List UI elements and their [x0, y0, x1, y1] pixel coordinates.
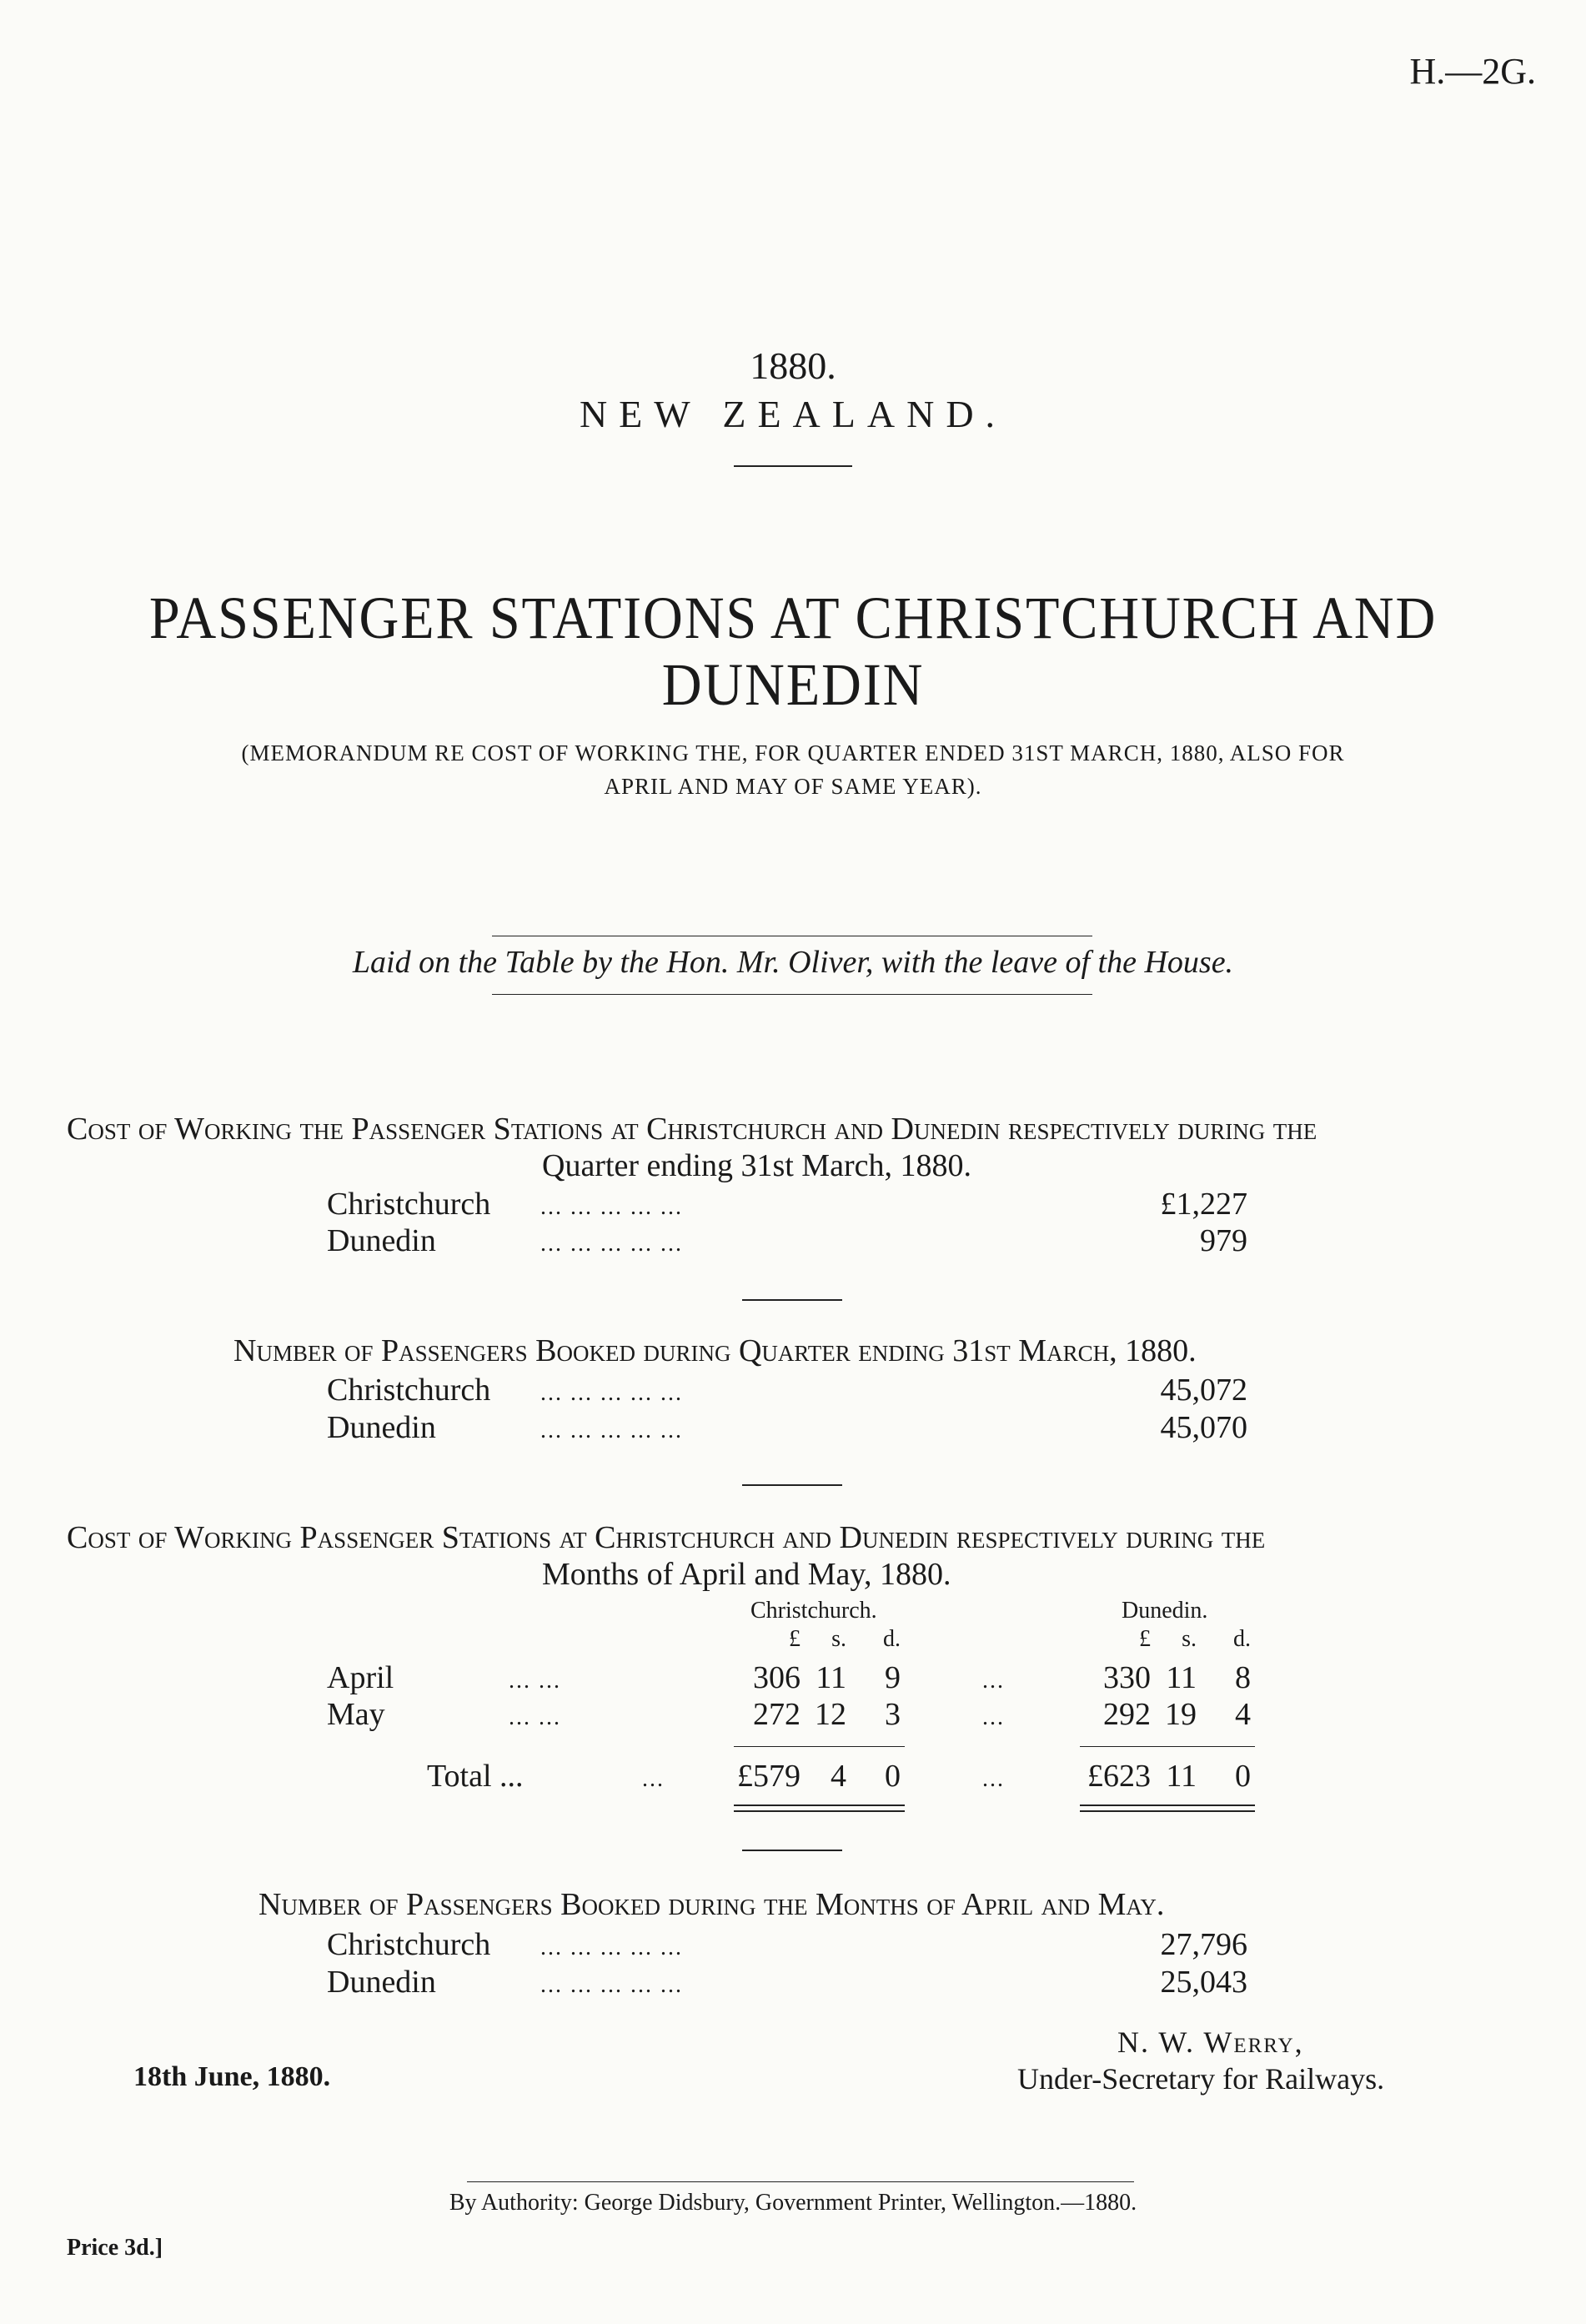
subtotal-rule: [1080, 1746, 1255, 1747]
section-heading-cost-quarter: Cost of Working the Passenger Stations at Christchurch and Dunedin respectively during the: [67, 1112, 1317, 1147]
row-value: £1,227: [1160, 1187, 1247, 1222]
page-title-line2: DUNEDIN: [661, 651, 925, 718]
leader-dots: ...: [642, 1766, 665, 1792]
row-label: Christchurch: [327, 1927, 491, 1962]
dunedin-pounds: 292: [1103, 1697, 1151, 1732]
dunedin-total-shillings: 11: [1166, 1759, 1197, 1794]
christchurch-shillings: 11: [816, 1660, 846, 1695]
dunedin-shillings: 11: [1166, 1660, 1197, 1695]
christchurch-shillings: 12: [815, 1697, 846, 1732]
row-label: Dunedin: [327, 1223, 436, 1258]
laid-on-table-note: Laid on the Table by the Hon. Mr. Oliver, with the leave of the House.: [352, 945, 1234, 980]
divider: [734, 465, 852, 467]
total-label: Total ...: [427, 1759, 524, 1794]
row-value: 979: [1200, 1223, 1247, 1258]
total-double-rule: [1080, 1804, 1255, 1806]
row-value: 45,072: [1160, 1373, 1247, 1408]
shillings-header: s.: [1182, 1626, 1197, 1652]
row-label: Dunedin: [327, 1965, 436, 2000]
pence-header: d.: [1233, 1626, 1251, 1652]
leader-dots: ... ... ... ... ...: [540, 1380, 683, 1406]
leader-dots: ...: [982, 1668, 1005, 1694]
section-heading-passengers-quarter: Number of Passengers Booked during Quarter ending 31st March, 1880.: [233, 1333, 1197, 1368]
leader-dots: ... ... ... ... ...: [540, 1972, 683, 1998]
leader-dots: ...: [982, 1766, 1005, 1792]
country: NEW ZEALAND.: [579, 393, 1007, 435]
printer-authority: By Authority: George Didsbury, Government Printer, Wellington.—1880.: [449, 2190, 1137, 2216]
leader-dots: ... ... ... ... ...: [540, 1418, 683, 1443]
dunedin-total-pence: 0: [1235, 1759, 1251, 1794]
divider: [492, 994, 1092, 995]
pounds-header: £: [789, 1626, 801, 1652]
leader-dots: ... ... ... ... ...: [540, 1231, 683, 1257]
divider: [467, 2181, 1134, 2182]
subtitle-line2: APRIL AND MAY OF SAME YEAR).: [604, 774, 982, 799]
date: 18th June, 1880.: [133, 2061, 331, 2092]
christchurch-total-shillings: 4: [831, 1759, 846, 1794]
row-label: Christchurch: [327, 1373, 491, 1408]
dunedin-pence: 8: [1235, 1660, 1251, 1695]
christchurch-pence: 3: [885, 1697, 901, 1732]
column-header-dunedin: Dunedin.: [1122, 1598, 1208, 1624]
dunedin-pounds: 330: [1103, 1660, 1151, 1695]
year: 1880.: [750, 344, 836, 387]
pence-header: d.: [883, 1626, 901, 1652]
subtitle: (MEMORANDUM RE COST OF WORKING THE, FOR QUARTER ENDED 31ST MARCH, 1880, ALSO FOR: [241, 740, 1345, 765]
christchurch-total-pence: 0: [885, 1759, 901, 1794]
dunedin-shillings: 19: [1165, 1697, 1197, 1732]
christchurch-pounds: 272: [753, 1697, 801, 1732]
price: Price 3d.]: [67, 2235, 163, 2261]
document-reference: H.—2G.: [1409, 51, 1536, 92]
leader-dots: ... ... ... ... ...: [540, 1935, 683, 1960]
row-value: 45,070: [1160, 1410, 1247, 1445]
christchurch-total-pounds: £579: [737, 1759, 801, 1794]
christchurch-pence: 9: [885, 1660, 901, 1695]
section-heading-cost-quarter-line2: Quarter ending 31st March, 1880.: [542, 1148, 971, 1183]
row-label: April: [327, 1660, 394, 1695]
total-double-rule: [734, 1804, 905, 1806]
christchurch-pounds: 306: [753, 1660, 801, 1695]
divider: [742, 1850, 842, 1851]
leader-dots: ...: [982, 1704, 1005, 1730]
row-value: 27,796: [1160, 1927, 1247, 1962]
row-label: Dunedin: [327, 1410, 436, 1445]
shillings-header: s.: [831, 1626, 846, 1652]
row-label: May: [327, 1697, 385, 1732]
total-double-rule: [1080, 1810, 1255, 1812]
total-double-rule: [734, 1810, 905, 1812]
dunedin-total-pounds: £623: [1087, 1759, 1151, 1794]
pounds-header: £: [1139, 1626, 1151, 1652]
leader-dots: ... ...: [509, 1668, 561, 1694]
section-heading-cost-months: Cost of Working Passenger Stations at Christchurch and Dunedin respectively during the: [67, 1520, 1266, 1555]
divider: [742, 1484, 842, 1486]
section-heading-passengers-months: Number of Passengers Booked during the Months of April and May.: [258, 1887, 1165, 1922]
leader-dots: ... ... ... ... ...: [540, 1194, 683, 1220]
subtotal-rule: [734, 1746, 905, 1747]
leader-dots: ... ...: [509, 1704, 561, 1730]
page-title: PASSENGER STATIONS AT CHRISTCHURCH AND: [148, 585, 1438, 651]
row-value: 25,043: [1160, 1965, 1247, 2000]
dunedin-pence: 4: [1235, 1697, 1251, 1732]
section-heading-cost-months-line2: Months of April and May, 1880.: [542, 1557, 951, 1592]
divider: [742, 1299, 842, 1301]
signatory-role: Under-Secretary for Railways.: [1017, 2062, 1385, 2096]
row-label: Christchurch: [327, 1187, 491, 1222]
column-header-christchurch: Christchurch.: [750, 1598, 877, 1624]
signatory-name: N. W. Werry,: [1117, 2025, 1304, 2059]
